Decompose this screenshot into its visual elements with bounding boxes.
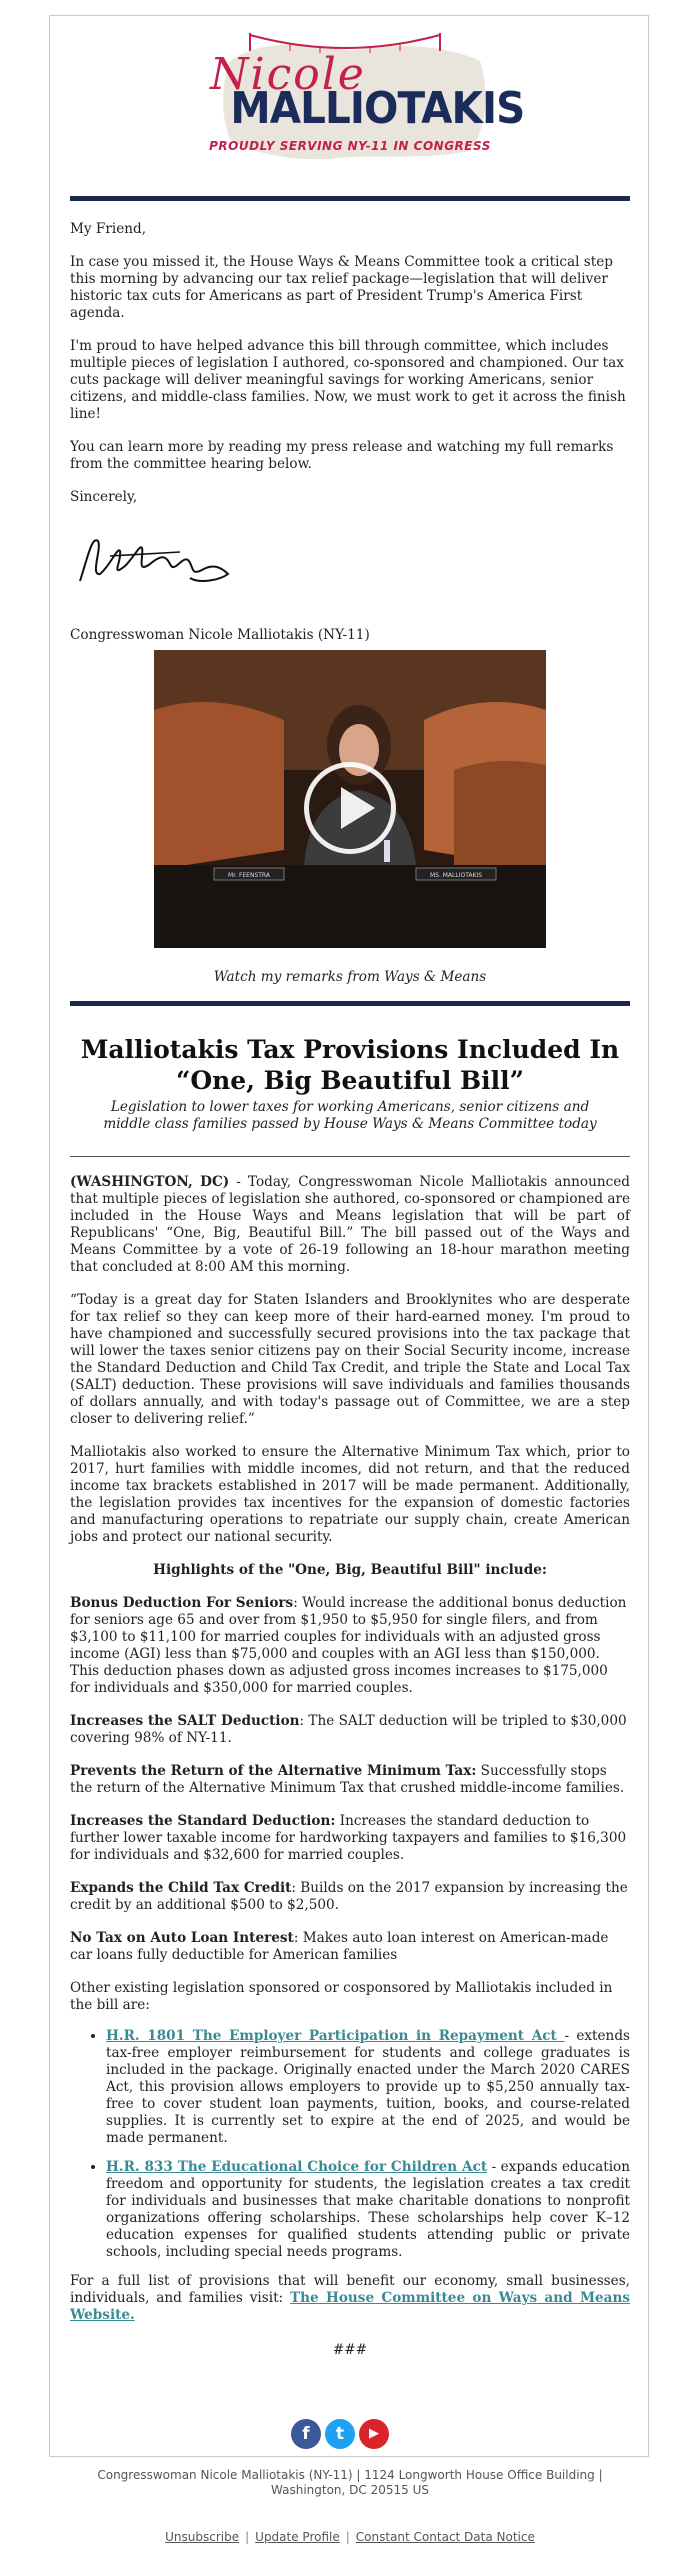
- greeting: My Friend,: [70, 221, 147, 237]
- email-card: [49, 15, 649, 2457]
- highlight-title: Increases the Standard Deduction:: [70, 1813, 336, 1829]
- divider-middle: [70, 1001, 630, 1006]
- facebook-icon[interactable]: f: [291, 2419, 321, 2449]
- bill-item: [106, 2028, 630, 2147]
- twitter-icon[interactable]: t: [325, 2419, 355, 2449]
- highlight-item: [70, 1930, 630, 1964]
- update-profile-link[interactable]: Update Profile: [255, 2530, 340, 2544]
- highlight-item: [70, 1880, 630, 1914]
- closing: Sincerely,: [70, 489, 138, 505]
- highlight-item: [70, 1763, 630, 1797]
- signature-image: [70, 526, 270, 596]
- bill-item: [106, 2159, 630, 2261]
- release-quote: “Today is a great day for Staten Islanders and Brooklynites who are desperate for tax relief so they can keep more of their hard-earned money. I'm proud to have championed and successfully secured provisions into the tax package that will lower the taxes senior citizens pay on their Social Security income, increase the Standard Deduction and Child Tax Credit, and triple the State and Local Tax (SALT) deduction. These provisions will save individuals and families thousands of dollars annually, and with today's passage out of Committee, we are a step closer to delivering relief.”: [70, 1292, 630, 1427]
- highlight-text: : Would increase the additional bonus deduction for seniors age 65 and over from $1,950 to $5,950 for single filers, and from $3,100 to $11,100 for married couples for individuals with an adjusted gross income (AGI) less than $75,000 and couples with an AGI less than $150,000. This deduction phases down as adjusted gross incomes increases to $175,000 for individuals and $350,000 for married couples.: [70, 1595, 627, 1696]
- letter-paragraph: In case you missed it, the House Ways & Means Committee took a critical step this morning by advancing our tax relief package—legislation that will deliver historic tax cuts for Americans as part of President Trump's America First agenda.: [70, 254, 613, 321]
- bill-link-hr1801[interactable]: H.R. 1801 The Employer Participation in Repayment Act: [106, 2028, 565, 2044]
- ways-and-means-link[interactable]: The House Committee on Ways and Means Website.: [70, 2290, 630, 2323]
- highlight-item: [70, 1713, 630, 1747]
- letter-paragraph: You can learn more by reading my press release and watching my full remarks from the committee hearing below.: [70, 439, 614, 472]
- highlight-text: : Builds on the 2017 expansion by increasing the credit by an additional $500 to $2,500.: [70, 1880, 628, 1913]
- bill-link-hr833[interactable]: H.R. 833 The Educational Choice for Children Act: [106, 2159, 488, 2175]
- bill-description: - extends tax-free employer reimbursement for students and college graduates is included in the package. Originally enacted under the March 2020 CARES Act, this provision allows employers to provide up to $5,250 annually tax-free to cover student loan payments, tuition, books, and course-related supplies. It is currently set to expire at the end of 2025, and would be made permanent.: [106, 2028, 630, 2146]
- logo-surname: MALLIOTAKIS: [230, 83, 525, 134]
- video-caption: Watch my remarks from Ways & Means: [213, 969, 487, 985]
- letter-body: [70, 221, 630, 506]
- highlight-title: Prevents the Return of the Alternative Minimum Tax:: [70, 1763, 477, 1779]
- release-paragraph-text: - Today, Congresswoman Nicole Malliotakis announced that multiple pieces of legislation she authored, co-sponsored or championed are included in the House Ways and Means legislation that will be part of Republicans' “One, Big, Beautiful Bill.” The bill passed out of the Ways and Means Committee by a vote of 26-19 following an 18-hour marathon meeting that concluded at 8:00 AM this morning.: [70, 1174, 630, 1275]
- release-paragraph: Malliotakis also worked to ensure the Alternative Minimum Tax which, prior to 2017, hurt families with middle incomes, did not return, and that the reduced income tax brackets established in 2017 will be made permanent. Additionally, the legislation provides tax incentives for the expansion of domestic factories and manufacturing operations to repatriate our supply chain, create American jobs and protect our national security.: [70, 1444, 630, 1545]
- highlight-title: Bonus Deduction For Seniors: [70, 1595, 294, 1611]
- highlight-text: : The SALT deduction will be tripled to $30,000 covering 98% of NY-11.: [70, 1713, 627, 1746]
- signoff: Congresswoman Nicole Malliotakis (NY-11): [70, 627, 370, 643]
- nameplate-right: MS. MALLIOTAKIS: [429, 872, 483, 879]
- unsubscribe-link[interactable]: Unsubscribe: [165, 2530, 240, 2544]
- highlight-item: [70, 1595, 630, 1697]
- full-list-text: For a full list of provisions that will benefit our economy, small businesses, individuals, and families visit:: [70, 2273, 630, 2306]
- letter-paragraph: I'm proud to have helped advance this bill through committee, which includes multiple pieces of legislation I authored, co-sponsored and championed. Our tax cuts package will deliver meaningful savings for working Americans, senior citizens, and middle-class families. Now, we must work to get it across the finish line!: [70, 338, 626, 422]
- logo-tagline: PROUDLY SERVING NY-11 IN CONGRESS: [209, 139, 491, 153]
- other-legislation-intro: Other existing legislation sponsored or cosponsored by Malliotakis included in the bill are:: [70, 1980, 613, 2013]
- bill-list: [70, 2028, 630, 2261]
- footer-address-line1: Congresswoman Nicole Malliotakis (NY-11) | 1124 Longworth House Office Building |: [97, 2468, 603, 2482]
- highlight-text: Successfully stops the return of the Alternative Minimum Tax that crushed middle-income families.: [70, 1763, 625, 1796]
- release-subhead: Legislation to lower taxes for working Americans, senior citizens and middle class families passed by House Ways & Means Committee today: [103, 1099, 597, 1132]
- full-list-paragraph: [70, 2273, 630, 2324]
- highlights-heading: Highlights of the "One, Big, Beautiful Bill" include:: [153, 1562, 547, 1578]
- youtube-icon[interactable]: ▶: [359, 2419, 389, 2449]
- footer-address: [0, 2468, 700, 2498]
- release-body: [70, 1174, 630, 2359]
- logo-script-name: Nicole: [210, 49, 366, 100]
- logo: [190, 21, 525, 186]
- data-notice-link[interactable]: Constant Contact Data Notice: [355, 2530, 535, 2544]
- end-mark: ###: [332, 2342, 368, 2358]
- highlight-text: : Makes auto loan interest on American-made car loans fully deductible for American families: [70, 1930, 609, 1963]
- footer-links: Unsubscribe | Update Profile | Constant Contact Data Notice: [165, 2530, 535, 2544]
- nameplate-left: Mr. FEENSTRA: [228, 872, 270, 879]
- dateline: (WASHINGTON, DC): [70, 1174, 230, 1190]
- video-thumbnail[interactable]: [154, 650, 546, 948]
- release-paragraph: [70, 1174, 630, 1276]
- divider-top: [70, 196, 630, 201]
- divider-thin: [70, 1156, 630, 1157]
- footer-address-line2: Washington, DC 20515 US: [271, 2483, 429, 2497]
- bill-description: - expands education freedom and opportunity for students, the legislation creates a tax credit for individuals and businesses that make charitable donations to nonprofit organizations offering scholarships. These scholarships help cover K–12 education expenses for qualified students attending public or private schools, including special needs programs.: [106, 2159, 630, 2260]
- highlight-title: No Tax on Auto Loan Interest: [70, 1930, 294, 1946]
- highlight-text: Increases the standard deduction to further lower taxable income for hardworking taxpayers and families to $16,300 for individuals and $32,600 for married couples.: [70, 1813, 627, 1863]
- highlight-title: Increases the SALT Deduction: [70, 1713, 300, 1729]
- highlight-item: [70, 1813, 630, 1864]
- release-headline: Malliotakis Tax Provisions Included In “One, Big Beautiful Bill”: [80, 1035, 620, 1095]
- highlight-title: Expands the Child Tax Credit: [70, 1880, 292, 1896]
- play-icon[interactable]: [304, 762, 396, 854]
